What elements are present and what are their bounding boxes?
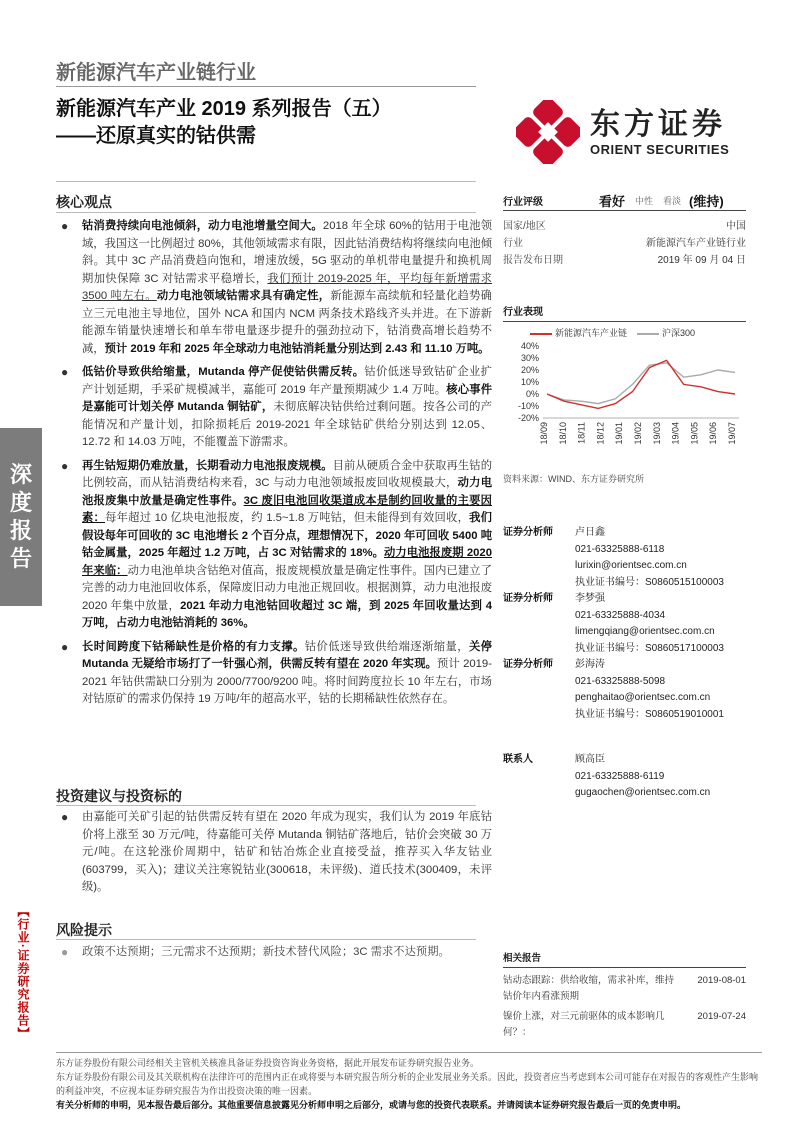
contact-block xyxy=(503,752,746,802)
rating-row xyxy=(503,191,746,211)
section-divider xyxy=(56,212,476,213)
analyst-row xyxy=(503,674,746,691)
analyst-phone: 021-63325888-6118 xyxy=(575,543,665,555)
risk-body xyxy=(56,944,492,962)
info-value: 2019 年 09 月 04 日 xyxy=(657,255,746,266)
x-tick-label: 19/04 xyxy=(670,422,681,445)
analyst-row xyxy=(503,542,746,559)
text-segment: 动力电池领域钴需求具有确定性， xyxy=(156,290,331,302)
contact-role: 联系人 xyxy=(503,754,533,765)
analyst-cert: 执业证书编号：S0860519010001 xyxy=(575,708,724,720)
info-key: 国家/地区 xyxy=(503,221,546,232)
info-row xyxy=(503,235,746,252)
contact-row xyxy=(503,769,746,786)
text-segment: 预计 2019 年和 2025 年全球动力电池钴消耗量分别达到 2.43 和 11.10 万吨。 xyxy=(104,342,490,355)
side-tab-char: 度 xyxy=(9,490,32,515)
rating-bearish: 看淡 xyxy=(663,196,682,206)
core-point-3 xyxy=(56,458,492,633)
text-segment: 我们假设每年可回收的 3C 电池增长 2 个百分点，理想情况下，2020 年可回收 5400 吨钴金属量，2025 年超过 1.2 万吨，占 3C 对钴需求的 18%。 xyxy=(82,512,492,559)
analyst-row xyxy=(503,707,746,724)
risk-point xyxy=(56,944,492,962)
side-tab-char: 报 xyxy=(9,518,32,543)
company-logo xyxy=(516,100,756,164)
section-divider xyxy=(56,939,476,940)
y-tick-label: 0% xyxy=(525,389,539,399)
report-title-line2: ——还原真实的钴供需 xyxy=(56,125,256,147)
analyst-phone: 021-63325888-4034 xyxy=(575,609,666,621)
info-row xyxy=(503,218,746,235)
text-segment: 核心事件是嘉能可计划关停 Mutanda 铜钴矿， xyxy=(82,383,492,413)
side-vertical-label: 【行业·证券研究报告】 xyxy=(16,905,30,1040)
core-point-text xyxy=(82,366,492,448)
side-tab-char: 深 xyxy=(9,462,32,487)
related-title[interactable]: 镍价上涨，对三元前驱体的成本影响几何？： xyxy=(503,1011,665,1038)
analyst-row xyxy=(503,591,746,608)
core-heading: 核心观点 xyxy=(56,194,112,210)
related-date: 2019-08-01 xyxy=(697,975,746,986)
contact-phone: 021-63325888-6119 xyxy=(575,770,665,782)
contact-name: 顾高臣 xyxy=(575,754,605,765)
text-segment: 未彻底解决钴供给过剩问题。按各公司的产能情况和产量计划，扣除损耗后 2019-2021 年全球钴矿供给分别达到 12.05、12.72 和 14.03 万吨，不能覆盖下游需求。 xyxy=(82,401,492,448)
text-segment: 动力电池报废期 2020 年来临： xyxy=(82,547,492,577)
rating-neutral: 中性 xyxy=(635,196,654,206)
risk-heading: 风险提示 xyxy=(56,922,112,938)
disclaimer-footer xyxy=(56,1052,762,1112)
text-segment: 我们预计 2019-2025 年，平均每年新增需求 3500 吨左右。 xyxy=(82,272,492,302)
info-key: 报告发布日期 xyxy=(503,255,563,266)
invest-heading: 投资建议与投资标的 xyxy=(56,788,182,804)
text-segment: 关停 Mutanda 无疑给市场打了一针强心剂，供需反转有望在 2020 年实现。 xyxy=(82,640,492,670)
core-point-1 xyxy=(56,218,492,358)
text-segment: 钴价低迷导致供给端逐渐缩量， xyxy=(304,640,469,653)
core-body xyxy=(56,218,492,709)
text-segment: 钴价低迷导致钴矿企业扩产计划延期，手采矿规模减半，嘉能可 2019 年产量预期减少 1.4 万吨。 xyxy=(82,366,492,396)
y-tick-label: 40% xyxy=(520,341,539,351)
contact-row xyxy=(503,785,746,802)
text-segment: 再生钴短期仍难放量，长期看动力电池报废规模。 xyxy=(82,459,333,472)
analyst-row xyxy=(503,624,746,641)
invest-body xyxy=(56,809,492,897)
analysts-block xyxy=(503,525,746,723)
section-divider xyxy=(56,805,476,806)
chart-legend xyxy=(530,326,695,339)
x-tick-label: 18/10 xyxy=(557,422,568,445)
analyst-row xyxy=(503,690,746,707)
text-segment: 3C 废旧电池回收渠道成本是制约回收量的主要因素： xyxy=(82,494,492,524)
analyst-role: 证券分析师 xyxy=(503,659,553,670)
rating-hold: (维持) xyxy=(689,194,724,209)
analyst-cert: 执业证书编号：S0860517100003 xyxy=(575,642,724,654)
related-heading: 相关报告 xyxy=(503,950,746,968)
related-reports xyxy=(503,950,746,1041)
invest-text: 由嘉能可关矿引起的钴供需反转有望在 2020 年成为现实，我们认为 2019 年底钴价将上涨至 30 万元/吨，待嘉能可关停 Mutanda 铜钴矿落地后，钴价会突破 30 万元/吨。在这轮涨价周期中，钴矿和钴冶炼企业直接受益，推荐买入华友钴业(603799，买入)；建议关注寒锐钴业(300618，未评级)、道氏技术(300409，未评级)。 xyxy=(82,811,492,893)
report-title-line1: 新能源汽车产业 2019 系列报告（五） xyxy=(56,98,392,120)
analyst-role: 证券分析师 xyxy=(503,527,553,538)
x-tick-label: 19/06 xyxy=(708,422,719,445)
legend-item-industry xyxy=(530,326,627,339)
analyst-name: 卢日鑫 xyxy=(575,527,605,538)
x-tick-label: 19/01 xyxy=(614,422,625,445)
x-tick-label: 19/03 xyxy=(651,422,662,445)
info-key: 行业 xyxy=(503,238,523,249)
y-tick-label: 20% xyxy=(520,365,539,375)
y-tick-label: 30% xyxy=(520,353,539,363)
info-value: 中国 xyxy=(726,221,746,232)
rating-value: 看好 xyxy=(599,194,626,209)
analyst-role: 证券分析师 xyxy=(503,593,553,604)
analyst-cert: 执业证书编号：S0860515100003 xyxy=(575,576,724,588)
contact-row xyxy=(503,752,746,769)
x-tick-label: 18/09 xyxy=(539,422,549,445)
text-segment: 长时间跨度下钴稀缺性是价格的有力支撑。 xyxy=(82,640,305,653)
analyst-row xyxy=(503,657,746,674)
report-type-tab xyxy=(0,428,42,606)
rating-label: 行业评级 xyxy=(503,197,543,208)
bullet-dot-icon: ● xyxy=(61,810,69,824)
x-tick-label: 19/07 xyxy=(727,422,737,445)
core-point-text xyxy=(82,220,492,355)
y-tick-label: -10% xyxy=(517,401,539,411)
logo-english: ORIENT SECURITIES xyxy=(590,141,730,157)
y-tick-label: 10% xyxy=(520,377,539,387)
analyst-row xyxy=(503,608,746,625)
legend-label: 新能源汽车产业链 xyxy=(555,328,628,338)
analyst-row xyxy=(503,558,746,575)
bullet-dot-icon: ● xyxy=(61,219,69,233)
bullet-dot-icon: ● xyxy=(61,639,69,654)
header-divider xyxy=(56,86,476,87)
performance-chart xyxy=(503,340,746,466)
analyst-row xyxy=(503,641,746,658)
legend-item-hs300 xyxy=(637,326,695,339)
bullet-dot-icon: ● xyxy=(61,945,69,959)
analyst-email[interactable]: penghaitao@orientsec.com.cn xyxy=(575,692,711,703)
text-segment: 每年超过 10 亿块电池报废，约 1.5~1.8 万吨钴，但未能得到有效回收， xyxy=(105,512,470,524)
bullet-dot-icon: ● xyxy=(61,458,69,473)
analyst-row xyxy=(503,525,746,542)
text-segment: 预计 2019-2021 年钴供需缺口分别为 2000/7700/9200 吨。将时间跨度拉长 10 年左右，市场对钴原矿的需求仍保持 19 万吨/年的超高水平，钴的长期稀缺性依然存在。 xyxy=(82,658,492,705)
core-point-2 xyxy=(56,364,492,452)
analyst-row xyxy=(503,575,746,592)
core-point-text xyxy=(82,460,492,630)
info-row xyxy=(503,252,746,269)
bullet-dot-icon: ● xyxy=(61,365,69,379)
analyst-name: 彭海涛 xyxy=(575,659,605,670)
related-item[interactable] xyxy=(503,1009,746,1041)
sector-title: 新能源汽车产业链行业 xyxy=(56,62,256,84)
side-tab-char: 告 xyxy=(9,546,32,571)
core-point-4 xyxy=(56,639,492,709)
analyst-email[interactable]: limengqiang@orientsec.com.cn xyxy=(575,626,715,637)
text-segment: 钴消费持续向电池倾斜，动力电池增量空间大。 xyxy=(82,220,323,232)
x-tick-label: 18/11 xyxy=(576,422,587,444)
report-info xyxy=(503,218,746,269)
series-line-hs300 xyxy=(547,363,735,404)
orient-logo-icon xyxy=(516,100,580,164)
related-title[interactable]: 钴动态跟踪：供给收缩，需求补库，维持钴价年内看涨预期 xyxy=(503,975,675,1002)
text-segment: 2021 年动力电池钴回收超过 3C 端，到 2025 年回收量达到 4 万吨，占动力电池钴消耗的 36%。 xyxy=(82,599,492,629)
related-date: 2019-07-24 xyxy=(697,1011,746,1022)
contact-email[interactable]: gugaochen@orientsec.com.cn xyxy=(575,787,711,798)
legend-label: 沪深300 xyxy=(662,328,696,338)
text-segment: 目前从硬质合金中获取再生钴的比例较高，而从钴消费结构来看，3C 与动力电池领域报废回收规模最大， xyxy=(82,459,492,489)
related-item[interactable] xyxy=(503,973,746,1005)
analyst-name: 李梦强 xyxy=(575,593,605,604)
analyst-email[interactable]: lurixin@orientsec.com.cn xyxy=(575,560,687,571)
footer-line: 东方证券股份有限公司经相关主管机关核准具备证券投资咨询业务资格，据此开展发布证券研究报告业务。 xyxy=(56,1058,480,1068)
text-segment: 新能源车高续航和轻量化趋势确立三元电池主导地位，国外 NCA 和国内 NCM 两条技术路线齐头并进。在下游新能源车销量快速增长和单车带电量逐步提升的强劲拉动下，钴消费高增长趋势不减， xyxy=(82,290,492,355)
analyst-phone: 021-63325888-5098 xyxy=(575,675,666,687)
text-segment: 动力电池单块含钴绝对值高，报废规模放量是确定性事件。国内已建立了完善的动力电池回收体系，保障废旧动力电池正规回收。根据测算，动力电池报废 2020 年集中放量， xyxy=(82,564,492,612)
x-tick-label: 19/05 xyxy=(689,422,700,445)
logo-chinese: 东方证券 xyxy=(590,107,726,141)
text-segment: 动力电池报废集中放量是确定性事件。 xyxy=(82,477,492,507)
info-value: 新能源汽车产业链行业 xyxy=(646,238,746,249)
footer-line: 有关分析师的申明，见本报告最后部分。其他重要信息披露见分析师申明之后部分，或请与您的投资代表联系。并请阅读本证券研究报告最后一页的免责申明。 xyxy=(56,1100,687,1110)
section-divider xyxy=(56,181,476,182)
text-segment: 低钴价导致供给缩量，Mutanda 停产促使钴供需反转。 xyxy=(82,366,365,378)
risk-text: 政策不达预期；三元需求不达预期；新技术替代风险；3C 需求不达预期。 xyxy=(82,946,450,958)
y-tick-label: -20% xyxy=(517,413,539,423)
x-tick-label: 18/12 xyxy=(595,422,606,445)
chart-source: 资料来源：WIND、东方证券研究所 xyxy=(503,474,644,484)
footer-line: 东方证券股份有限公司及其关联机构在法律许可的范围内正在或将要与本研究报告所分析的企业发展业务关系。因此，投资者应当考虑到本公司可能存在对报告的客观性产生影响的利益冲突，不应视本证券研究报告为作出投资决策的唯一因素。 xyxy=(56,1072,759,1096)
x-tick-label: 19/02 xyxy=(633,422,643,445)
text-segment: 2018 年全球 60%的钴用于电池领域，我国这一比例超过 80%，其他领域需求有限，因此钴消费结构将继续向电池倾斜。其中 3C 产品消费趋向饱和，增速放缓，5G 驱动的单机带电量提升和换机周期加快保障 3C 对钴需求平稳增长， xyxy=(82,220,492,285)
performance-heading: 行业表现 xyxy=(503,303,746,322)
core-point-text xyxy=(82,641,492,706)
invest-point xyxy=(56,809,492,897)
